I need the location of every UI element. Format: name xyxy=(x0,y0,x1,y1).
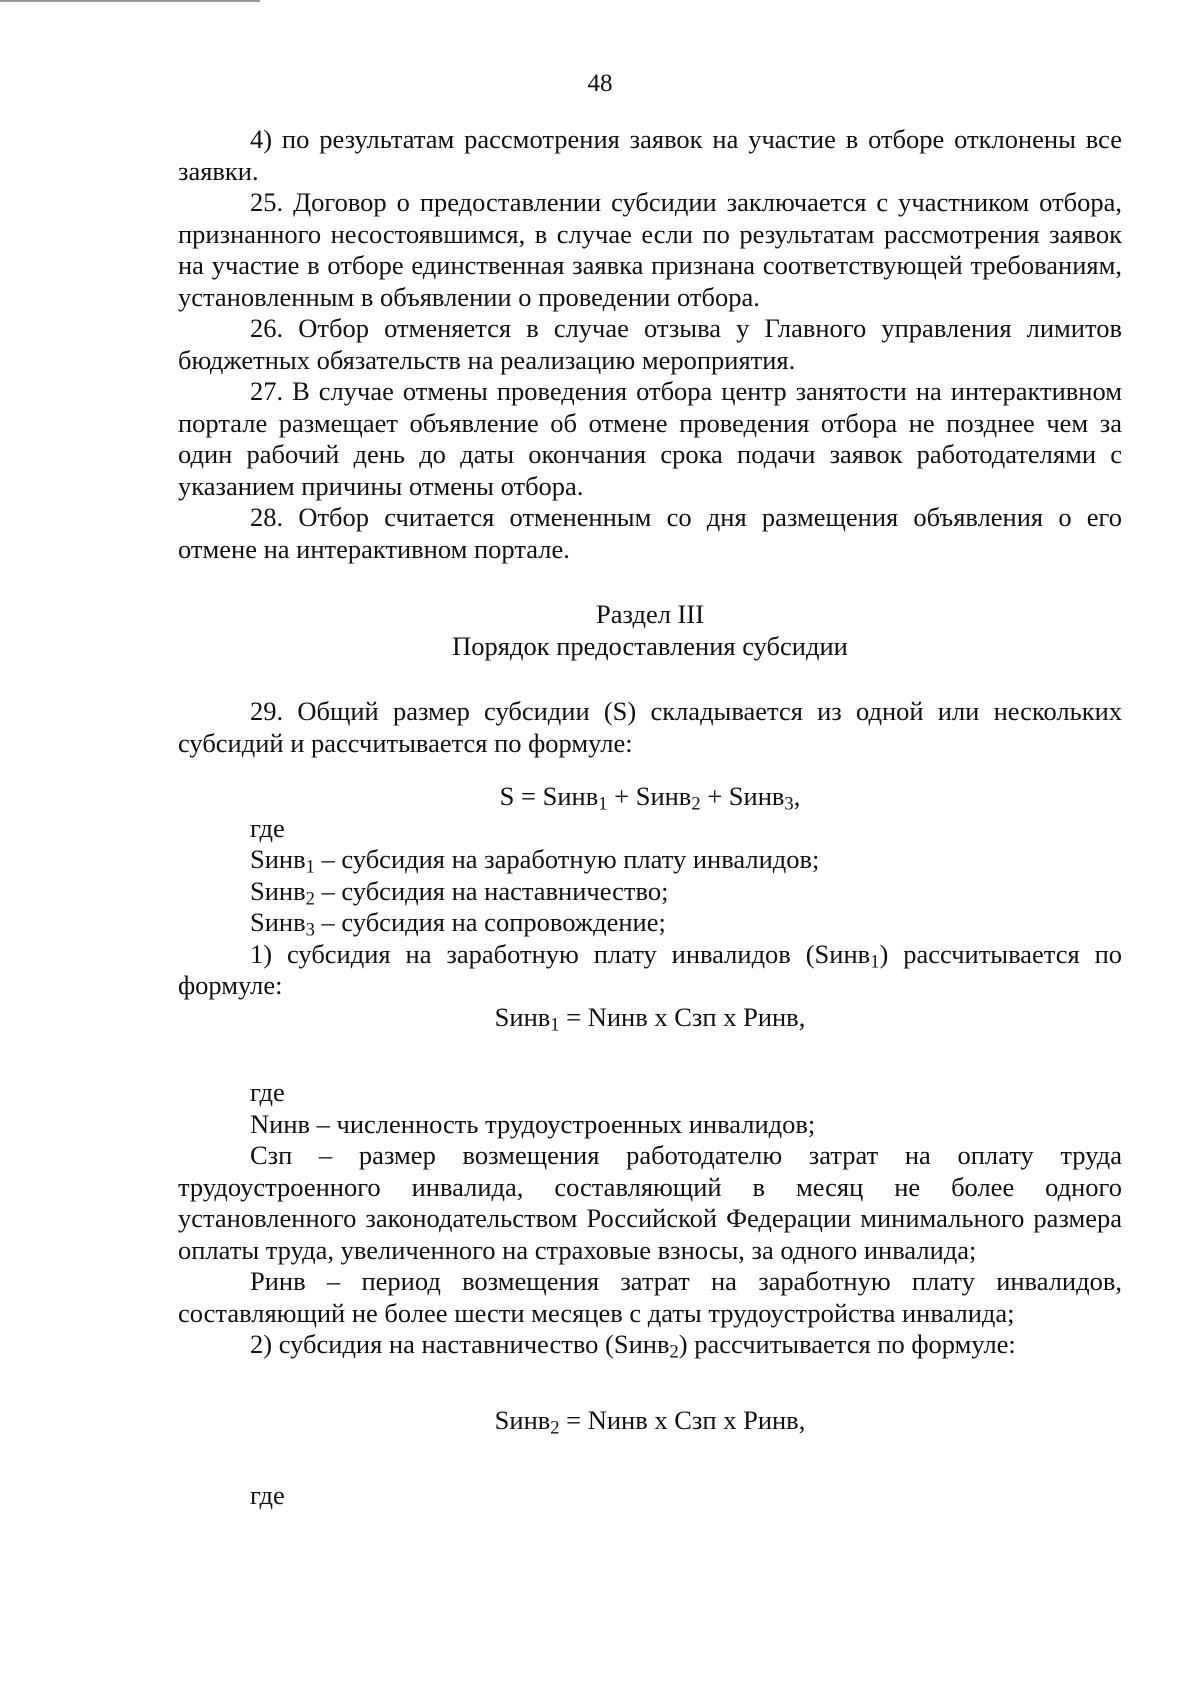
formula-total-subsidy: S = Sинв$_1$ + Sинв$_2$ + Sинв$_3$, xyxy=(499,781,801,815)
page-number: 48 xyxy=(587,70,613,97)
paragraph-28: 28. Отбор считается отмененным со дня размещения объявления о его отмене на интерактивном портале. xyxy=(178,502,1122,564)
where-label: где xyxy=(250,812,285,843)
definition-sinv2: Sинв$_2$ – субсидия на наставничество; xyxy=(250,875,669,910)
definition-ninv: Nинв – численность трудоустроенных инвалидов; xyxy=(250,1108,816,1139)
paragraph-27: 27. В случае отмены проведения отбора центр занятости на интерактивном портале размещает объявление об отмене проведения отбора не позднее чем за один рабочий день до даты окончания срока подачи заявок работодателями с указанием причины отмены отбора. xyxy=(178,376,1122,501)
paragraph-24-item-4: 4) по результатам рассмотрения заявок на участие в отборе отклонены все заявки. xyxy=(178,124,1122,186)
section-label: Раздел III xyxy=(595,599,705,629)
scan-edge-mark xyxy=(0,0,260,2)
item-2-mentoring-subsidy: 2) субсидия на наставничество (Sинв$_2$) рассчитывается по формуле: xyxy=(250,1329,1016,1363)
paragraph-25: 25. Договор о предоставлении субсидии заключается с участником отбора, признанного несостоявшимся, в случае если по результатам рассмотрения заявок на участие в отборе единственная заявка признана соответствующей требованиям, установленным в объявлении о проведении отбора. xyxy=(178,187,1122,312)
formula-wage-subsidy: Sинв$_1$ = Nинв х Сзп х Ринв, xyxy=(494,1001,806,1036)
definition-sinv1: Sинв$_1$ – субсидия на заработную плату инвалидов; xyxy=(250,844,820,878)
definition-rinv: Ринв – период возмещения затрат на заработную плату инвалидов, составляющий не более шести месяцев с даты трудоустройства инвалида; xyxy=(178,1266,1122,1328)
section-title: Порядок предоставления субсидии xyxy=(452,630,848,661)
paragraph-26: 26. Отбор отменяется в случае отзыва у Главного управления лимитов бюджетных обязательств на реализацию мероприятия. xyxy=(178,313,1122,375)
definition-sinv3: Sинв$_3$ – субсидия на сопровождение; xyxy=(250,907,666,941)
where-label-item-1: где xyxy=(250,1077,285,1107)
formula-mentoring-subsidy: Sинв$_2$ = Nинв х Сзп х Ринв, xyxy=(494,1404,806,1439)
item-1-wage-subsidy: 1) субсидия на заработную плату инвалидов (Sинв$_1$) рассчитывается по формуле: xyxy=(178,938,1123,1000)
where-label-item-2: где xyxy=(250,1480,285,1510)
document-body xyxy=(178,124,1122,1512)
paragraph-29: 29. Общий размер субсидии (S) складывается из одной или нескольких субсидий и рассчитывается по формуле: xyxy=(178,696,1122,758)
definition-szp: Сзп – размер возмещения работодателю затрат на оплату труда трудоустроенного инвалида, составляющий в месяц не более одного установленного законодательством Российской Федерации минимального размера оплаты труда, увеличенного на страховые взносы, за одного инвалида; xyxy=(178,1140,1122,1265)
